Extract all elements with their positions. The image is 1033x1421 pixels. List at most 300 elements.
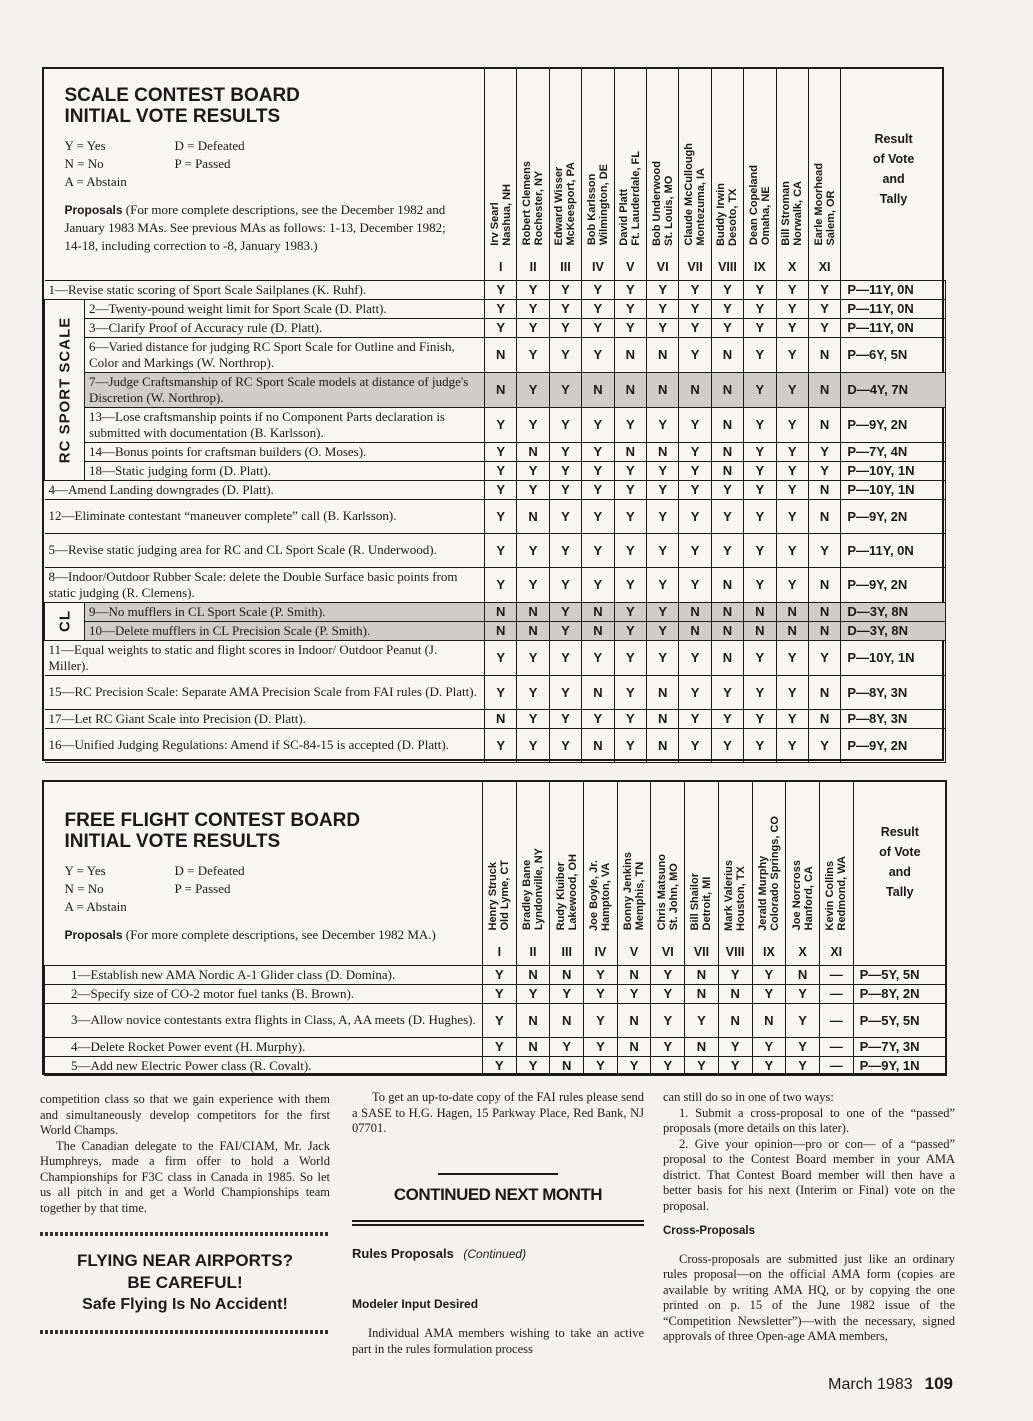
vote-cell: Y	[483, 1003, 517, 1037]
vote-cell: Y	[646, 480, 678, 499]
vote-cell: Y	[549, 728, 581, 762]
rules-proposals-heading: Rules Proposals (Continued)	[352, 1246, 527, 1261]
vote-cell: Y	[776, 499, 808, 533]
vote-cell: N	[485, 602, 517, 621]
vote-cell: Y	[614, 318, 646, 337]
vote-cell: Y	[651, 1003, 685, 1037]
vote-cell: Y	[584, 1037, 618, 1056]
col1-paragraph-2: The Canadian delegate to the FAI/CIAM, Mr. Jack Humphreys, made a firm offer to hold a World Championships for F3C class in Canada in 1985. So let us all pitch in and get a World Championships team together by that time.	[40, 1138, 330, 1215]
vote-cell: Y	[744, 567, 776, 602]
ff-proposal-row	[45, 1037, 947, 1056]
vote-cell: Y	[786, 1037, 820, 1056]
proposal-description: 2—Twenty-pound weight limit for Sport Scale (D. Platt).	[85, 299, 485, 318]
vote-cell: Y	[646, 280, 678, 299]
vote-cell: N	[711, 602, 743, 621]
ff-member-header-1: Henry Struck Old Lyme, CT I	[483, 782, 517, 965]
vote-cell: Y	[744, 442, 776, 461]
vote-cell: —	[819, 965, 853, 984]
vote-cell: Y	[752, 1056, 786, 1075]
vote-cell: Y	[776, 461, 808, 480]
vote-cell: N	[614, 442, 646, 461]
vote-cell: N	[776, 602, 808, 621]
proposal-description: 14—Bonus points for craftsman builders (O. Moses).	[85, 442, 485, 461]
vote-cell: —	[819, 1003, 853, 1037]
vote-result: P—11Y, 0N	[841, 533, 946, 567]
vote-cell: Y	[679, 567, 711, 602]
scale-member-header-9: Dean Copeland Omaha, NE IX	[744, 69, 776, 280]
ff-board-title: FREE FLIGHT CONTEST BOARD INITIAL VOTE RESULTS	[64, 810, 361, 852]
vote-cell: N	[685, 1037, 719, 1056]
vote-cell: Y	[582, 640, 614, 675]
vote-cell: Y	[776, 318, 808, 337]
vote-cell: Y	[614, 480, 646, 499]
vote-cell: N	[744, 602, 776, 621]
vote-cell: Y	[584, 1056, 618, 1075]
vote-result: P—11Y, 0N	[841, 318, 946, 337]
vote-cell: Y	[549, 318, 581, 337]
vote-cell: Y	[517, 728, 549, 762]
scale-board-title: SCALE CONTEST BOARD INITIAL VOTE RESULTS	[64, 85, 300, 127]
vote-cell: Y	[614, 709, 646, 728]
vote-cell: N	[614, 372, 646, 407]
vote-result: P—5Y, 5N	[853, 965, 946, 984]
ff-proposal-row	[45, 965, 947, 984]
proposal-description: 15—RC Precision Scale: Separate AMA Precision Scale from FAI rules (D. Platt).	[45, 675, 485, 709]
vote-result: P—8Y, 3N	[841, 675, 946, 709]
scale-member-header-10: Bill Stroman Norwalk, CA X	[776, 69, 808, 280]
vote-cell: Y	[651, 965, 685, 984]
vote-cell: Y	[651, 1056, 685, 1075]
vote-cell: Y	[549, 461, 581, 480]
vote-cell: Y	[776, 299, 808, 318]
proposal-description: 9—No mufflers in CL Sport Scale (P. Smith).	[85, 602, 485, 621]
vote-cell: Y	[718, 965, 752, 984]
vote-cell: Y	[485, 407, 517, 442]
vote-result: P—11Y, 0N	[841, 299, 946, 318]
vote-cell: Y	[485, 280, 517, 299]
scale-member-header-5: David Platt Ft. Lauderdale, FL V	[614, 69, 646, 280]
modeler-input-heading: Modeler Input Desired	[352, 1296, 479, 1311]
proposal-description: 16—Unified Judging Regulations: Amend if SC-84-15 is accepted (D. Platt).	[45, 728, 485, 762]
ff-member-header-3: Rudy Kluiber Lakewood, OH III	[550, 782, 584, 965]
group-label-text: CL	[56, 610, 73, 632]
vote-cell: Y	[485, 499, 517, 533]
vote-cell: N	[786, 965, 820, 984]
scale-result-header: Result of Vote and Tally	[841, 69, 946, 280]
vote-cell: N	[711, 337, 743, 372]
vote-cell: —	[819, 984, 853, 1003]
vote-cell: Y	[776, 372, 808, 407]
vote-cell: Y	[549, 709, 581, 728]
vote-cell: Y	[614, 499, 646, 533]
vote-cell: Y	[549, 499, 581, 533]
proposal-description: 6—Varied distance for judging RC Sport Scale for Outline and Finish, Color and Markings (W. Northrop).	[85, 337, 485, 372]
vote-cell: Y	[517, 480, 549, 499]
vote-cell: Y	[549, 337, 581, 372]
vote-cell: Y	[582, 533, 614, 567]
proposal-description: 17—Let RC Giant Scale into Precision (D. Platt).	[45, 709, 485, 728]
page-footer	[828, 1374, 953, 1394]
ff-member-header-7: Bill Shailor Detroit, MI VII	[685, 782, 719, 965]
vote-cell: Y	[582, 709, 614, 728]
vote-cell: Y	[744, 318, 776, 337]
col3-paragraph-1: can still do so in one of two ways:	[663, 1090, 834, 1104]
vote-cell: Y	[808, 442, 840, 461]
vote-cell: N	[582, 728, 614, 762]
vote-cell: Y	[617, 984, 651, 1003]
scale-contest-board	[42, 67, 944, 761]
vote-cell: N	[711, 407, 743, 442]
scale-proposal-row	[45, 442, 946, 461]
vote-cell: Y	[549, 480, 581, 499]
vote-cell: Y	[646, 640, 678, 675]
vote-cell: Y	[517, 337, 549, 372]
vote-cell: Y	[711, 299, 743, 318]
vote-cell: Y	[679, 407, 711, 442]
ff-result-header: Result of Vote and Tally	[853, 782, 946, 965]
vote-cell: Y	[614, 407, 646, 442]
vote-cell: Y	[517, 567, 549, 602]
vote-cell: N	[617, 1003, 651, 1037]
vote-result: P—10Y, 1N	[841, 640, 946, 675]
vote-cell: Y	[614, 280, 646, 299]
vote-cell: Y	[651, 1037, 685, 1056]
vote-cell: Y	[711, 499, 743, 533]
vote-cell: N	[485, 621, 517, 640]
vote-cell: N	[808, 480, 840, 499]
vote-result: P—9Y, 2N	[841, 407, 946, 442]
vote-cell: Y	[786, 1003, 820, 1037]
ff-member-header-11: Kevin Collins Redmond, WA XI	[819, 782, 853, 965]
double-rule	[352, 1220, 644, 1226]
vote-cell: Y	[517, 675, 549, 709]
scale-member-header-8: Buddy Irwin Desoto, TX VIII	[711, 69, 743, 280]
vote-cell: —	[819, 1037, 853, 1056]
vote-cell: Y	[776, 280, 808, 299]
vote-cell: Y	[711, 480, 743, 499]
ff-contest-board	[42, 780, 947, 1075]
issue-date: March 1983	[828, 1376, 913, 1393]
vote-result: D—3Y, 8N	[841, 602, 946, 621]
vote-cell: Y	[776, 567, 808, 602]
vote-cell: Y	[685, 1056, 719, 1075]
vote-cell: Y	[679, 675, 711, 709]
vote-cell: Y	[550, 984, 584, 1003]
scale-proposal-row	[45, 709, 946, 728]
vote-cell: Y	[786, 1056, 820, 1075]
vote-cell: N	[614, 337, 646, 372]
vote-cell: Y	[752, 1037, 786, 1056]
vote-cell: Y	[744, 499, 776, 533]
vote-cell: Y	[776, 407, 808, 442]
vote-cell: N	[646, 728, 678, 762]
vote-cell: Y	[517, 280, 549, 299]
vote-cell: Y	[752, 984, 786, 1003]
vote-cell: Y	[744, 280, 776, 299]
vote-cell: Y	[549, 621, 581, 640]
vote-cell: N	[516, 1003, 550, 1037]
vote-cell: Y	[582, 280, 614, 299]
ff-member-header-9: Jerald Murphy Colorado Springs, CO IX	[752, 782, 786, 965]
vote-cell: N	[485, 372, 517, 407]
vote-cell: Y	[808, 640, 840, 675]
scale-proposal-row	[45, 675, 946, 709]
vote-cell: Y	[744, 675, 776, 709]
vote-cell: Y	[679, 480, 711, 499]
vote-cell: Y	[646, 621, 678, 640]
vote-cell: N	[711, 461, 743, 480]
vote-cell: Y	[651, 984, 685, 1003]
vote-cell: Y	[549, 372, 581, 407]
vote-cell: Y	[679, 728, 711, 762]
vote-cell: Y	[776, 533, 808, 567]
vote-cell: N	[485, 337, 517, 372]
vote-cell: Y	[517, 640, 549, 675]
scale-proposal-row	[45, 621, 946, 640]
proposal-description: 4—Delete Rocket Power event (H. Murphy).	[45, 1037, 483, 1056]
scale-proposals-note: Proposals (For more complete descriptions, see the December 1982 and January 1983 MAs. See previous MAs as follows: 1-13, December 1982; 14-18, including correction to -8, January 1983.)	[64, 202, 446, 253]
vote-cell: Y	[485, 442, 517, 461]
proposal-description: 1—Revise static scoring of Sport Scale Sailplanes (K. Ruhf).	[45, 280, 485, 299]
vote-cell: Y	[679, 299, 711, 318]
vote-cell: Y	[679, 709, 711, 728]
vote-cell: Y	[711, 533, 743, 567]
vote-cell: Y	[776, 709, 808, 728]
vote-cell: Y	[617, 1056, 651, 1075]
proposal-description: 5—Revise static judging area for RC and CL Sport Scale (R. Underwood).	[45, 533, 485, 567]
vote-cell: Y	[517, 407, 549, 442]
vote-cell: Y	[711, 675, 743, 709]
vote-cell: N	[516, 965, 550, 984]
scale-proposal-row	[45, 480, 946, 499]
vote-result: P—6Y, 5N	[841, 337, 946, 372]
vote-cell: Y	[582, 407, 614, 442]
vote-cell: Y	[679, 280, 711, 299]
proposal-description: 18—Static judging form (D. Platt).	[85, 461, 485, 480]
page-number: 109	[924, 1374, 953, 1393]
vote-cell: Y	[776, 728, 808, 762]
vote-cell: Y	[549, 280, 581, 299]
proposal-description: 5—Add new Electric Power class (R. Covalt).	[45, 1056, 483, 1075]
vote-cell: Y	[483, 1037, 517, 1056]
scale-proposal-row	[45, 533, 946, 567]
vote-cell: Y	[485, 675, 517, 709]
ff-proposals-note: Proposals (For more complete descriptions, see December 1982 MA.)	[64, 927, 436, 942]
vote-cell: N	[517, 621, 549, 640]
ff-member-header-8: Mark Valerius Houston, TX VIII	[718, 782, 752, 965]
scale-proposal-row	[45, 461, 946, 480]
vote-cell: N	[711, 372, 743, 407]
proposal-description: 10—Delete mufflers in CL Precision Scale (P. Smith).	[85, 621, 485, 640]
vote-cell: Y	[614, 461, 646, 480]
vote-cell: Y	[549, 567, 581, 602]
vote-cell: N	[808, 372, 840, 407]
vote-cell: Y	[550, 1037, 584, 1056]
vote-cell: Y	[776, 480, 808, 499]
vote-cell: Y	[614, 621, 646, 640]
vote-cell: Y	[517, 461, 549, 480]
ff-proposal-row	[45, 984, 947, 1003]
vote-cell: Y	[614, 640, 646, 675]
vote-cell: N	[679, 372, 711, 407]
vote-result: P—11Y, 0N	[841, 280, 946, 299]
col3-paragraph-3: 2. Give your opinion—pro or con— of a “passed” proposal to the Contest Board member in your AMA district. That Contest Board member will then have a better basis for his next (Interim or Final) vote on the proposal.	[663, 1136, 955, 1213]
vote-cell: Y	[485, 533, 517, 567]
ff-vote-table	[44, 782, 947, 1076]
cl-group-label	[45, 602, 85, 640]
vote-cell: N	[711, 442, 743, 461]
scale-member-header-1: Irv Searl Nashua, NH I	[485, 69, 517, 280]
vote-cell: N	[808, 675, 840, 709]
scale-member-header-4: Bob Karlsson Wilmington, DE IV	[582, 69, 614, 280]
vote-cell: Y	[808, 318, 840, 337]
vote-cell: N	[808, 407, 840, 442]
vote-cell: Y	[808, 533, 840, 567]
vote-cell: N	[516, 1037, 550, 1056]
vote-cell: Y	[776, 640, 808, 675]
vote-cell: Y	[549, 640, 581, 675]
vote-cell: Y	[549, 407, 581, 442]
vote-cell: Y	[808, 728, 840, 762]
vote-cell: Y	[582, 442, 614, 461]
ff-member-header-5: Bonny Jenkins Memphis, TN V	[617, 782, 651, 965]
vote-cell: Y	[679, 533, 711, 567]
vote-cell: N	[550, 1003, 584, 1037]
scale-member-header-6: Bob Underwood St. Louis, MO VI	[646, 69, 678, 280]
vote-cell: Y	[808, 299, 840, 318]
proposal-description: 8—Indoor/Outdoor Rubber Scale: delete the Double Surface basic points from static judging (R. Clemens).	[45, 567, 485, 602]
vote-cell: Y	[679, 337, 711, 372]
vote-result: P—7Y, 3N	[853, 1037, 946, 1056]
vote-cell: N	[711, 621, 743, 640]
scale-proposal-row	[45, 407, 946, 442]
vote-cell: Y	[485, 728, 517, 762]
vote-cell: Y	[483, 1056, 517, 1075]
vote-cell: N	[582, 675, 614, 709]
vote-cell: Y	[744, 533, 776, 567]
vote-cell: Y	[776, 442, 808, 461]
proposal-description: 3—Allow novice contestants extra flights in Class, A, AA meets (D. Hughes).	[45, 1003, 483, 1037]
vote-cell: Y	[679, 461, 711, 480]
vote-cell: N	[517, 499, 549, 533]
vote-cell: Y	[549, 602, 581, 621]
vote-cell: Y	[752, 965, 786, 984]
vote-cell: Y	[776, 337, 808, 372]
dotted-divider-bottom	[40, 1330, 330, 1334]
vote-cell: Y	[582, 567, 614, 602]
ff-proposal-row	[45, 1056, 947, 1075]
ff-member-header-10: Joe Norcross Hanford, CA X	[786, 782, 820, 965]
vote-cell: N	[685, 984, 719, 1003]
vote-cell: Y	[808, 461, 840, 480]
vote-cell: Y	[517, 299, 549, 318]
dotted-divider-top	[40, 1232, 330, 1236]
ff-member-header-4: Joe Boyle, Jr. Hampton, VA IV	[584, 782, 618, 965]
vote-cell: N	[744, 621, 776, 640]
vote-cell: Y	[516, 984, 550, 1003]
vote-cell: Y	[744, 728, 776, 762]
scale-vote-table	[44, 69, 946, 763]
cross-proposals-heading: Cross-Proposals	[663, 1225, 756, 1237]
vote-result: P—10Y, 1N	[841, 461, 946, 480]
vote-cell: Y	[485, 567, 517, 602]
vote-cell: N	[646, 372, 678, 407]
vote-cell: Y	[485, 461, 517, 480]
vote-cell: —	[819, 1056, 853, 1075]
vote-cell: Y	[808, 280, 840, 299]
article-column-3	[663, 1090, 955, 1345]
vote-cell: N	[550, 1056, 584, 1075]
vote-cell: Y	[744, 640, 776, 675]
col1-paragraph-1: competition class so that we gain experience with them and simultaneously develop competitors for the first World Champs.	[40, 1092, 330, 1137]
vote-cell: Y	[517, 709, 549, 728]
vote-cell: Y	[679, 318, 711, 337]
vote-cell: N	[646, 675, 678, 709]
vote-cell: Y	[614, 728, 646, 762]
scale-proposal-row	[45, 602, 946, 621]
vote-result: D—3Y, 8N	[841, 621, 946, 640]
vote-cell: Y	[614, 567, 646, 602]
vote-cell: N	[517, 442, 549, 461]
vote-cell: N	[808, 567, 840, 602]
vote-cell: Y	[582, 461, 614, 480]
col3-paragraph-4: Cross-proposals are submitted just like an ordinary rules proposal—on the official AMA form (copies are available by writing AMA HQ, or by copying the one printed on p. 15 of the June 1982 issue of the “Competition Newsletter”)—with the necessary, signed approvals of three Open-age AMA members,	[663, 1251, 955, 1343]
vote-cell: Y	[549, 533, 581, 567]
vote-result: P—10Y, 1N	[841, 480, 946, 499]
proposal-description: 1—Establish new AMA Nordic A-1 Glider class (D. Domina).	[45, 965, 483, 984]
vote-cell: N	[485, 709, 517, 728]
vote-cell: N	[679, 621, 711, 640]
scale-proposal-row	[45, 640, 946, 675]
vote-cell: N	[718, 984, 752, 1003]
vote-cell: Y	[485, 640, 517, 675]
vote-cell: Y	[679, 640, 711, 675]
vote-cell: Y	[483, 984, 517, 1003]
vote-result: P—7Y, 4N	[841, 442, 946, 461]
vote-cell: Y	[744, 299, 776, 318]
proposal-description: 3—Clarify Proof of Accuracy rule (D. Platt).	[85, 318, 485, 337]
vote-cell: Y	[549, 442, 581, 461]
ff-member-header-2: Bradley Bane Lyndonville, NY II	[516, 782, 550, 965]
scale-proposal-row	[45, 318, 946, 337]
scale-proposal-row	[45, 567, 946, 602]
vote-cell: N	[808, 499, 840, 533]
vote-cell: Y	[614, 602, 646, 621]
vote-cell: Y	[744, 337, 776, 372]
vote-cell: N	[550, 965, 584, 984]
vote-cell: Y	[679, 442, 711, 461]
vote-cell: Y	[582, 318, 614, 337]
vote-cell: Y	[485, 480, 517, 499]
vote-cell: N	[617, 965, 651, 984]
group-label-text: RC SPORT SCALE	[56, 316, 73, 463]
vote-cell: N	[646, 337, 678, 372]
vote-cell: Y	[786, 984, 820, 1003]
proposal-description: 4—Amend Landing downgrades (D. Platt).	[45, 480, 485, 499]
vote-cell: Y	[711, 280, 743, 299]
col3-paragraph-2: 1. Submit a cross-proposal to one of the “passed” proposals (more details on this later).	[663, 1105, 955, 1135]
vote-result: D—4Y, 7N	[841, 372, 946, 407]
scale-proposal-row	[45, 728, 946, 762]
vote-cell: Y	[744, 709, 776, 728]
ff-board-header	[45, 782, 483, 965]
vote-result: P—5Y, 5N	[853, 1003, 946, 1037]
ff-proposal-row	[45, 1003, 947, 1037]
vote-cell: N	[808, 602, 840, 621]
vote-cell: Y	[776, 675, 808, 709]
vote-cell: Y	[646, 602, 678, 621]
vote-cell: Y	[549, 675, 581, 709]
